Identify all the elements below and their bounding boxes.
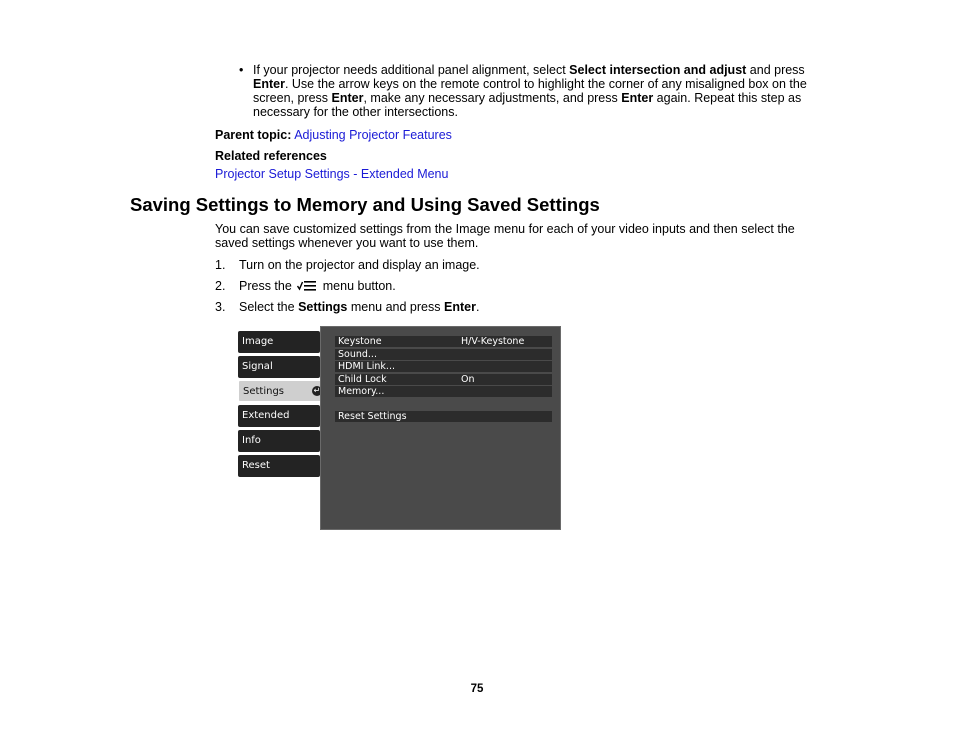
related-reference-link[interactable]: Projector Setup Settings - Extended Menu bbox=[215, 167, 449, 181]
projector-menu-screenshot bbox=[238, 326, 562, 531]
step-number: 1. bbox=[215, 258, 226, 272]
related-references-heading: Related references bbox=[215, 149, 327, 163]
menu-item-signal: Signal bbox=[238, 356, 320, 378]
step-number: 2. bbox=[215, 279, 226, 293]
menu-item-image: Image bbox=[238, 331, 320, 353]
bullet-dot: • bbox=[239, 63, 244, 77]
section-title: Saving Settings to Memory and Using Saved Settings bbox=[130, 194, 600, 215]
menu-item-info: Info bbox=[238, 430, 320, 452]
menu-item-label: Settings bbox=[243, 386, 285, 397]
enter-icon: ↵ bbox=[313, 386, 321, 395]
submenu-row-hdmi-link: HDMI Link... bbox=[335, 361, 552, 372]
page-number: 75 bbox=[470, 683, 484, 695]
step-number: 3. bbox=[215, 300, 226, 314]
bullet-item bbox=[239, 63, 829, 119]
parent-topic-label: Parent topic: bbox=[215, 128, 292, 142]
submenu-row-keystone: Keystone H/V-Keystone bbox=[335, 336, 552, 347]
parent-topic-link[interactable]: Adjusting Projector Features bbox=[294, 128, 452, 142]
step-3: 3. Select the Settings menu and press Enter. bbox=[215, 300, 480, 314]
step-1 bbox=[215, 258, 480, 272]
intro-paragraph: You can save customized settings from the Image menu for each of your video inputs and then select the saved settings whenever you want to use them. bbox=[215, 222, 795, 250]
menu-item-extended: Extended bbox=[238, 405, 320, 427]
submenu-row-memory: Memory... bbox=[335, 386, 552, 397]
step-text: Turn on the projector and display an image. bbox=[239, 258, 480, 272]
menu-checklist-icon bbox=[297, 280, 317, 295]
menu-item-settings bbox=[238, 380, 327, 402]
step-2: 2. Press the menu button. bbox=[215, 279, 396, 293]
settings-submenu-panel bbox=[320, 326, 561, 530]
bullet-text: If your projector needs additional panel alignment, select Select intersection and adjust and press Enter. Use the arrow keys on the remote control to highlight the corner of any misaligned box on the screen, press Enter, make any necessary adjustments, and press Enter again. Repeat this step as necessary for the other intersections. bbox=[253, 63, 807, 119]
submenu-row-sound: Sound... bbox=[335, 349, 552, 360]
submenu-row-reset-settings: Reset Settings bbox=[335, 411, 552, 422]
related-reference-link-wrap bbox=[215, 167, 448, 181]
submenu-row-child-lock: Child Lock On bbox=[335, 374, 552, 385]
menu-item-reset: Reset bbox=[238, 455, 320, 477]
parent-topic bbox=[215, 128, 452, 142]
